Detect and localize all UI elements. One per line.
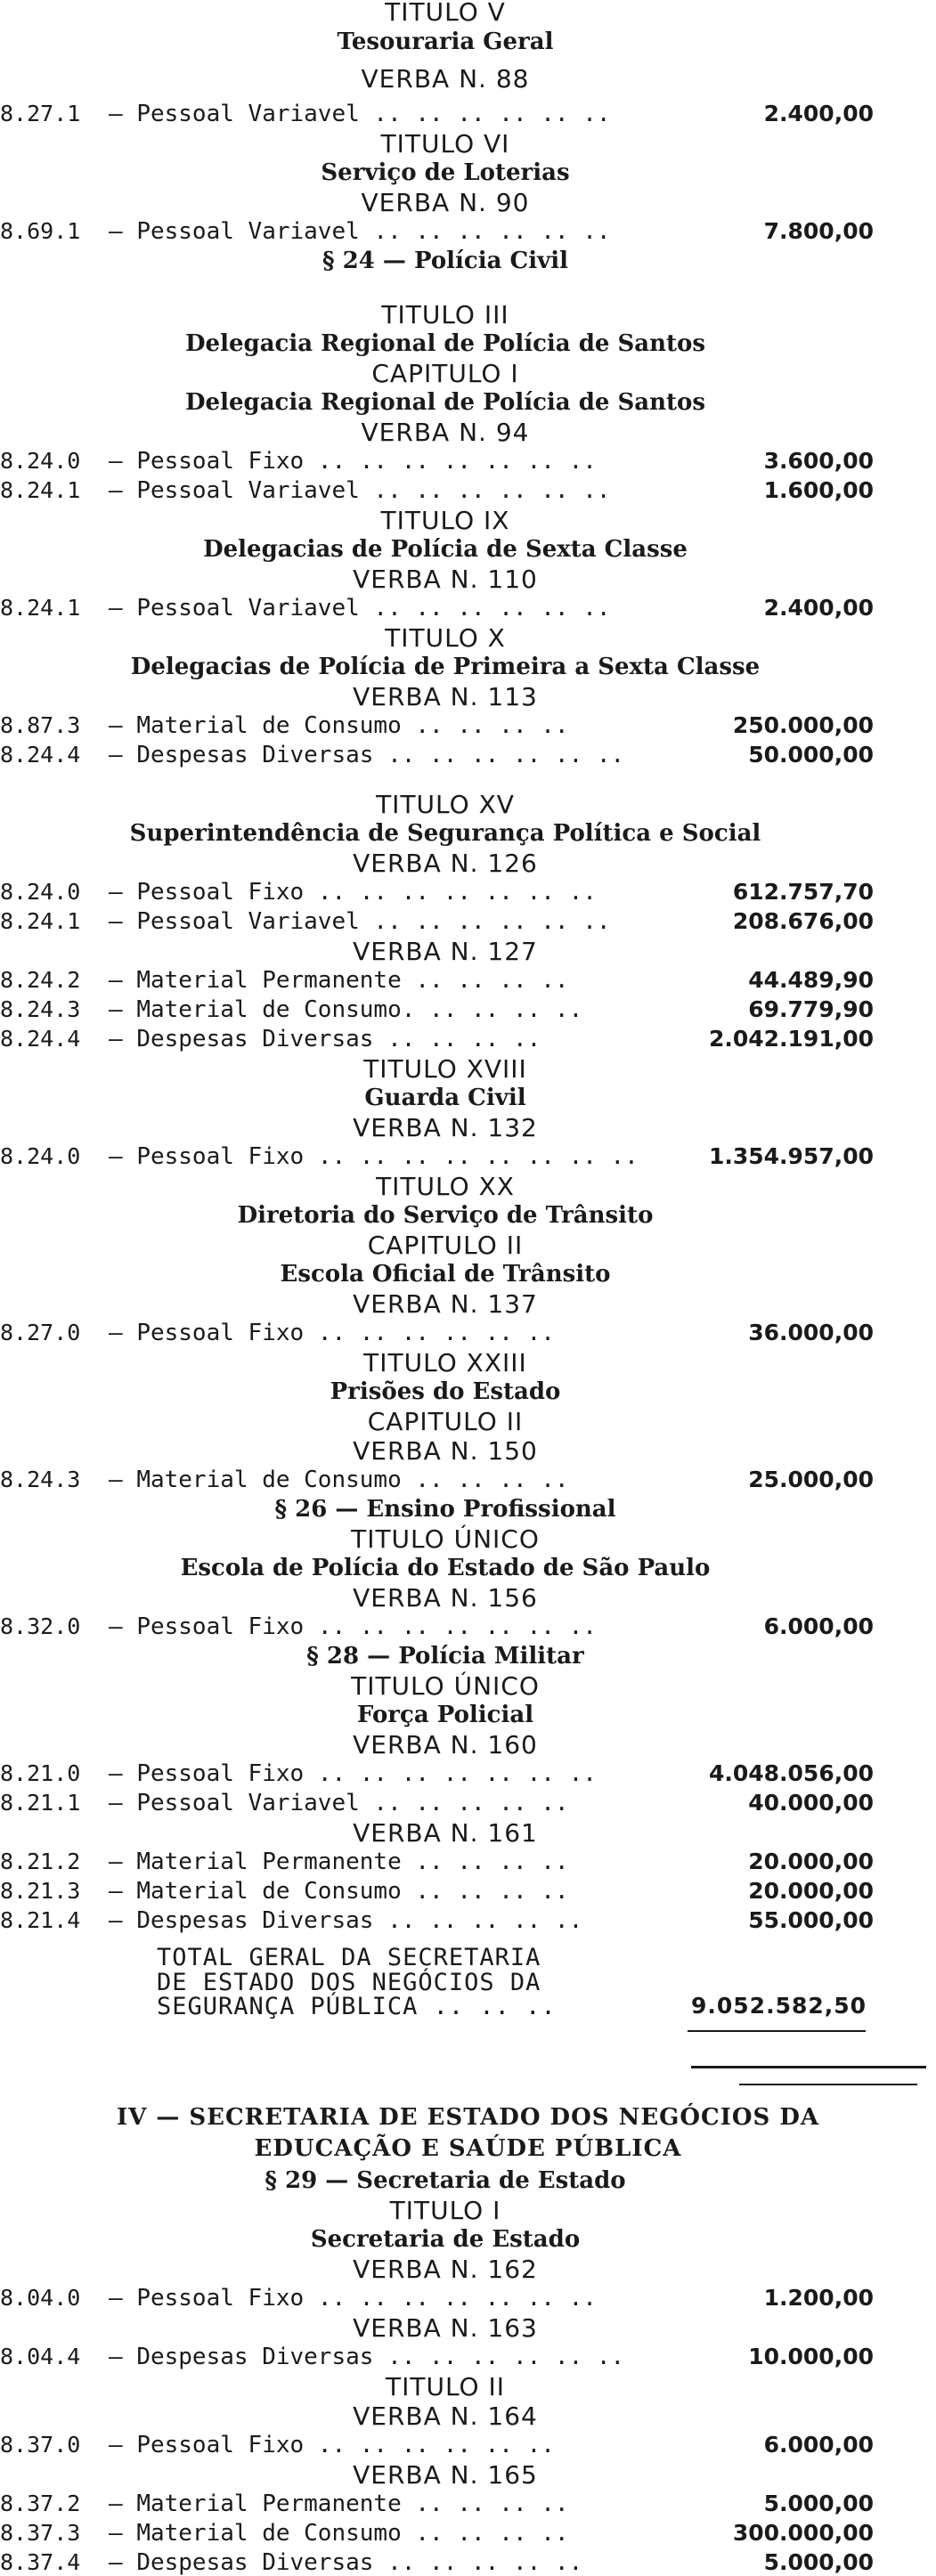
heading-caps: VERBA N. 113 bbox=[353, 682, 538, 711]
item-leader-dots: .. .. .. .. .. .. bbox=[387, 2344, 625, 2370]
item-code: 8.27.1 bbox=[0, 101, 81, 126]
item-code: 8.21.0 bbox=[0, 1760, 81, 1786]
item-code: 8.24.3 bbox=[0, 1467, 81, 1492]
item-amount: 5.000,00 bbox=[763, 2549, 874, 2575]
item-label: Pessoal Fixo bbox=[136, 1320, 305, 1346]
item-code: 8.24.4 bbox=[0, 742, 81, 768]
item-description bbox=[109, 1468, 569, 1491]
item-code: 8.69.1 bbox=[0, 218, 81, 244]
item-label: Material de Consumo bbox=[136, 2520, 402, 2547]
item-leader-dots: .. .. .. .. .. bbox=[387, 2549, 583, 2576]
item-code: 8.24.3 bbox=[0, 996, 81, 1022]
item-dash: — bbox=[109, 595, 123, 622]
item-code: 8.37.0 bbox=[0, 2432, 81, 2458]
heading-caps: VERBA N. 163 bbox=[353, 2313, 538, 2343]
item-code: 8.04.4 bbox=[0, 2344, 81, 2369]
item-amount: 69.779,90 bbox=[748, 996, 874, 1022]
item-description bbox=[109, 1762, 597, 1785]
item-label: Pessoal Fixo bbox=[136, 1613, 305, 1640]
item-dash: — bbox=[109, 1760, 123, 1787]
item-dash: — bbox=[109, 967, 123, 994]
item-code: 8.24.2 bbox=[0, 967, 81, 993]
item-dash: — bbox=[109, 1790, 123, 1816]
heading-title: Guarda Civil bbox=[364, 1085, 526, 1111]
item-dash: — bbox=[109, 1907, 123, 1934]
item-description bbox=[109, 2522, 569, 2545]
item-label: Pessoal Variavel bbox=[136, 595, 360, 622]
item-dash: — bbox=[109, 448, 123, 475]
item-description bbox=[109, 1880, 569, 1903]
item-description bbox=[109, 597, 611, 620]
item-label: Despesas Diversas bbox=[136, 1907, 374, 1934]
item-code: 8.21.4 bbox=[0, 1907, 81, 1933]
item-amount: 50.000,00 bbox=[748, 742, 874, 768]
item-leader-dots: .. .. .. .. .. .. bbox=[373, 218, 611, 245]
item-amount: 1.354.957,00 bbox=[708, 1143, 874, 1169]
heading-caps: TITULO III bbox=[381, 300, 509, 329]
item-description bbox=[109, 2551, 582, 2574]
item-amount: 25.000,00 bbox=[748, 1467, 874, 1492]
item-leader-dots: .. .. .. .. bbox=[415, 712, 569, 739]
item-code: 8.24.4 bbox=[0, 1026, 81, 1052]
item-amount: 612.757,70 bbox=[732, 879, 874, 905]
item-code: 8.24.0 bbox=[0, 879, 81, 905]
item-dash: — bbox=[109, 2520, 123, 2547]
item-dash: — bbox=[109, 1467, 123, 1493]
item-dash: — bbox=[109, 996, 123, 1023]
item-description bbox=[109, 102, 611, 126]
heading-title: Diretoria do Serviço de Trânsito bbox=[237, 1202, 654, 1229]
item-label: Pessoal Fixo bbox=[136, 2432, 305, 2458]
item-label: Material de Consumo bbox=[136, 1467, 402, 1493]
item-label: Material Permanente bbox=[136, 967, 402, 994]
item-label: Material de Consumo bbox=[136, 712, 402, 739]
item-dash: — bbox=[109, 1143, 123, 1170]
item-amount: 3.600,00 bbox=[763, 448, 874, 474]
item-description bbox=[109, 998, 582, 1021]
item-dash: — bbox=[109, 2344, 123, 2370]
heading-caps: TITULO I bbox=[389, 2196, 501, 2225]
item-code: 8.24.1 bbox=[0, 908, 81, 934]
heading-caps: VERBA N. 160 bbox=[353, 1730, 538, 1759]
total-value: 9.052.582,50 bbox=[691, 1993, 867, 2019]
item-dash: — bbox=[109, 2491, 123, 2517]
total-underline bbox=[688, 2030, 866, 2032]
item-label: Pessoal Variavel bbox=[136, 218, 360, 245]
heading-caps: CAPITULO II bbox=[367, 1407, 524, 1436]
item-label: Pessoal Fixo bbox=[136, 1143, 305, 1170]
item-label: Material Permanente bbox=[136, 2491, 402, 2517]
item-code: 8.24.0 bbox=[0, 448, 81, 474]
item-dash: — bbox=[109, 1878, 123, 1905]
item-description bbox=[109, 1850, 569, 1873]
heading-caps: VERBA N. 164 bbox=[353, 2401, 538, 2431]
heading-caps: VERBA N. 162 bbox=[353, 2255, 538, 2284]
item-description bbox=[109, 1321, 555, 1345]
item-leader-dots: .. .. .. .. bbox=[415, 1878, 569, 1905]
heading-caps: VERBA N. 88 bbox=[361, 64, 530, 93]
item-amount: 4.048.056,00 bbox=[708, 1760, 874, 1786]
item-code: 8.27.0 bbox=[0, 1320, 81, 1345]
total-geral-block bbox=[157, 1944, 867, 2021]
item-label: Despesas Diversas bbox=[136, 742, 374, 768]
item-leader-dots: .. .. .. .. .. .. bbox=[317, 1320, 555, 1346]
heading-caps: VERBA N. 150 bbox=[353, 1436, 538, 1466]
item-amount: 1.200,00 bbox=[763, 2285, 874, 2311]
heading-caps: TITULO ÚNICO bbox=[351, 1524, 540, 1554]
item-amount: 2.400,00 bbox=[763, 595, 874, 621]
item-description bbox=[109, 479, 611, 502]
item-amount: 5.000,00 bbox=[763, 2491, 874, 2516]
heading-caps: VERBA N. 161 bbox=[353, 1818, 538, 1848]
item-dash: — bbox=[109, 742, 123, 768]
item-dash: — bbox=[109, 2285, 123, 2312]
heading-title: Prisões do Estado bbox=[330, 1378, 561, 1405]
item-label: Pessoal Variavel bbox=[136, 908, 360, 935]
total-line-3-text: SEGURANÇA PÚBLICA .. .. .. bbox=[157, 1993, 557, 2021]
heading-caps: VERBA N. 127 bbox=[353, 937, 538, 966]
item-description bbox=[109, 1792, 569, 1815]
heading-caps: VERBA N. 90 bbox=[361, 188, 530, 217]
item-code: 8.24.1 bbox=[0, 595, 81, 621]
item-code: 8.21.2 bbox=[0, 1849, 81, 1874]
item-leader-dots: .. .. .. .. .. .. .. .. bbox=[317, 1143, 639, 1170]
item-dash: — bbox=[109, 1849, 123, 1875]
item-amount: 7.800,00 bbox=[763, 218, 874, 244]
heading-title: Serviço de Loterias bbox=[321, 159, 570, 186]
item-description bbox=[109, 1615, 597, 1638]
item-dash: — bbox=[109, 1026, 123, 1052]
item-description bbox=[109, 2345, 624, 2369]
item-dash: — bbox=[109, 908, 123, 935]
item-description bbox=[109, 450, 597, 473]
item-code: 8.32.0 bbox=[0, 1613, 81, 1639]
item-code: 8.37.3 bbox=[0, 2520, 81, 2546]
item-code: 8.37.4 bbox=[0, 2549, 81, 2575]
item-amount: 55.000,00 bbox=[748, 1907, 874, 1933]
item-dash: — bbox=[109, 2432, 123, 2458]
item-leader-dots: .. .. .. .. .. bbox=[387, 1907, 583, 1934]
item-description bbox=[109, 2492, 569, 2515]
item-leader-dots: .. .. .. .. .. .. bbox=[387, 742, 625, 768]
item-amount: 208.676,00 bbox=[732, 908, 874, 934]
item-description bbox=[109, 969, 569, 992]
total-line-3 bbox=[157, 1993, 867, 2021]
heading-title: § 28 — Polícia Militar bbox=[306, 1643, 584, 1670]
item-label: Pessoal Variavel bbox=[136, 101, 360, 127]
item-leader-dots: .. .. .. .. .. .. bbox=[373, 908, 611, 935]
item-leader-dots: .. .. .. .. .. .. bbox=[317, 2432, 555, 2458]
item-amount: 44.489,90 bbox=[748, 967, 874, 993]
item-label: Despesas Diversas bbox=[136, 2344, 374, 2370]
heading-caps: TITULO XV bbox=[376, 790, 515, 819]
heading-caps: TITULO II bbox=[385, 2372, 505, 2401]
item-leader-dots: .. .. .. .. .. .. bbox=[373, 101, 611, 127]
item-amount: 36.000,00 bbox=[748, 1320, 874, 1345]
item-amount: 2.400,00 bbox=[763, 101, 874, 126]
section-divider-rule-2 bbox=[739, 2084, 917, 2085]
item-leader-dots: .. .. .. .. bbox=[415, 2491, 569, 2517]
item-label: Pessoal Fixo bbox=[136, 1760, 305, 1787]
item-amount: 250.000,00 bbox=[732, 712, 874, 738]
heading-caps: TITULO VI bbox=[380, 129, 510, 158]
heading-caps: VERBA N. 165 bbox=[353, 2460, 538, 2490]
item-leader-dots: .. .. .. .. .. .. .. bbox=[317, 448, 597, 475]
item-description bbox=[109, 2287, 597, 2310]
heading-title: Secretaria de Estado bbox=[310, 2226, 581, 2253]
item-dash: — bbox=[109, 101, 123, 127]
heading-caps: TITULO ÚNICO bbox=[351, 1671, 540, 1701]
heading-caps: VERBA N. 132 bbox=[353, 1113, 538, 1142]
item-label: Despesas Diversas bbox=[136, 1026, 374, 1052]
item-amount: 40.000,00 bbox=[748, 1790, 874, 1816]
item-code: 8.24.0 bbox=[0, 1143, 81, 1169]
heading-caps: CAPITULO I bbox=[371, 359, 519, 388]
heading-caps: VERBA N. 126 bbox=[353, 849, 538, 878]
item-amount: 2.042.191,00 bbox=[708, 1026, 874, 1052]
item-dash: — bbox=[109, 1613, 123, 1640]
item-amount: 6.000,00 bbox=[763, 1613, 874, 1639]
item-description bbox=[109, 744, 624, 767]
item-dash: — bbox=[109, 2549, 123, 2576]
item-leader-dots: .. .. .. .. .. .. .. bbox=[317, 2285, 597, 2312]
heading-caps: TITULO XXIII bbox=[363, 1348, 527, 1377]
section-heading: IV — SECRETARIA DE ESTADO DOS NEGÓCIOS DA bbox=[116, 2104, 820, 2131]
item-leader-dots: .. .. .. .. bbox=[415, 1467, 569, 1493]
item-leader-dots: .. .. .. .. .. bbox=[373, 1790, 569, 1816]
heading-title: Tesouraria Geral bbox=[337, 28, 554, 55]
total-line-1: TOTAL GERAL DA SECRETARIA bbox=[157, 1944, 541, 1971]
item-leader-dots: .. .. .. .. bbox=[387, 1026, 541, 1052]
item-label: Material Permanente bbox=[136, 1849, 402, 1875]
item-leader-dots: .. .. .. .. bbox=[415, 1849, 569, 1875]
heading-title: Escola Oficial de Trânsito bbox=[280, 1261, 611, 1288]
item-code: 8.37.2 bbox=[0, 2491, 81, 2516]
item-description bbox=[109, 714, 569, 737]
item-label: Despesas Diversas bbox=[136, 2549, 374, 2576]
item-description bbox=[109, 220, 611, 243]
item-code: 8.24.1 bbox=[0, 477, 81, 503]
heading-title: Escola de Polícia do Estado de São Paulo bbox=[180, 1555, 711, 1581]
heading-title: § 24 — Polícia Civil bbox=[322, 248, 568, 274]
item-amount: 20.000,00 bbox=[748, 1849, 874, 1874]
item-leader-dots: .. .. .. .. .. .. .. bbox=[317, 879, 597, 906]
item-code: 8.87.3 bbox=[0, 712, 81, 738]
heading-title: Força Policial bbox=[356, 1702, 534, 1728]
item-label: Pessoal Fixo bbox=[136, 448, 305, 475]
item-dash: — bbox=[109, 1320, 123, 1346]
heading-caps: VERBA N. 110 bbox=[353, 565, 538, 594]
heading-caps: TITULO XX bbox=[376, 1172, 515, 1201]
item-dash: — bbox=[109, 477, 123, 504]
heading-caps: CAPITULO II bbox=[367, 1231, 524, 1260]
item-description bbox=[109, 881, 597, 904]
item-description bbox=[109, 910, 611, 933]
heading-title: Delegacia Regional de Polícia de Santos bbox=[185, 389, 705, 416]
item-leader-dots: .. .. .. .. .. .. bbox=[373, 595, 611, 622]
heading-caps: TITULO V bbox=[385, 0, 506, 27]
heading-title: § 29 — Secretaria de Estado bbox=[265, 2167, 626, 2194]
item-description bbox=[109, 1145, 639, 1168]
item-leader-dots: .. .. .. .. bbox=[415, 967, 569, 994]
item-label: Material de Consumo. bbox=[136, 996, 416, 1023]
heading-caps: TITULO XVIII bbox=[363, 1054, 527, 1084]
item-label: Pessoal Variavel bbox=[136, 1790, 360, 1816]
item-amount: 20.000,00 bbox=[748, 1878, 874, 1904]
section-divider-rule bbox=[691, 2066, 926, 2068]
item-amount: 1.600,00 bbox=[763, 477, 874, 503]
heading-caps: TITULO IX bbox=[380, 506, 510, 535]
item-leader-dots: .. .. .. .. .. .. .. bbox=[317, 1613, 597, 1640]
heading-caps: VERBA N. 94 bbox=[361, 418, 530, 447]
item-code: 8.04.0 bbox=[0, 2285, 81, 2311]
heading-caps: VERBA N. 137 bbox=[353, 1289, 538, 1319]
item-leader-dots: .. .. .. .. .. .. bbox=[373, 477, 611, 504]
item-amount: 300.000,00 bbox=[732, 2520, 874, 2546]
heading-title: Superintendência de Segurança Política e Social bbox=[129, 820, 761, 847]
item-leader-dots: .. .. .. .. .. .. .. bbox=[317, 1760, 597, 1787]
item-amount: 6.000,00 bbox=[763, 2432, 874, 2458]
item-dash: — bbox=[109, 712, 123, 739]
item-dash: — bbox=[109, 218, 123, 245]
item-description bbox=[109, 1028, 541, 1051]
item-label: Pessoal Fixo bbox=[136, 879, 305, 906]
item-description bbox=[109, 2434, 555, 2457]
item-code: 8.21.3 bbox=[0, 1878, 81, 1904]
item-leader-dots: .. .. .. .. bbox=[415, 2520, 569, 2547]
item-description bbox=[109, 1909, 582, 1932]
item-label: Pessoal Fixo bbox=[136, 2285, 305, 2312]
total-line-2: DE ESTADO DOS NEGÓCIOS DA bbox=[157, 1968, 541, 1996]
heading-caps: TITULO X bbox=[385, 623, 506, 653]
heading-title: Delegacias de Polícia de Sexta Classe bbox=[203, 536, 688, 563]
heading-title: § 26 — Ensino Profissional bbox=[274, 1496, 616, 1523]
item-amount: 10.000,00 bbox=[748, 2344, 874, 2369]
heading-caps: VERBA N. 156 bbox=[353, 1583, 538, 1613]
section-heading: EDUCAÇÃO E SAÚDE PÚBLICA bbox=[254, 2135, 682, 2162]
item-leader-dots: .. .. .. .. bbox=[429, 996, 583, 1023]
item-dash: — bbox=[109, 879, 123, 906]
item-label: Pessoal Variavel bbox=[136, 477, 360, 504]
heading-title: Delegacias de Polícia de Primeira a Sexta Classe bbox=[130, 654, 761, 680]
item-code: 8.21.1 bbox=[0, 1790, 81, 1816]
item-label: Material de Consumo bbox=[136, 1878, 402, 1905]
heading-title: Delegacia Regional de Polícia de Santos bbox=[185, 330, 705, 357]
